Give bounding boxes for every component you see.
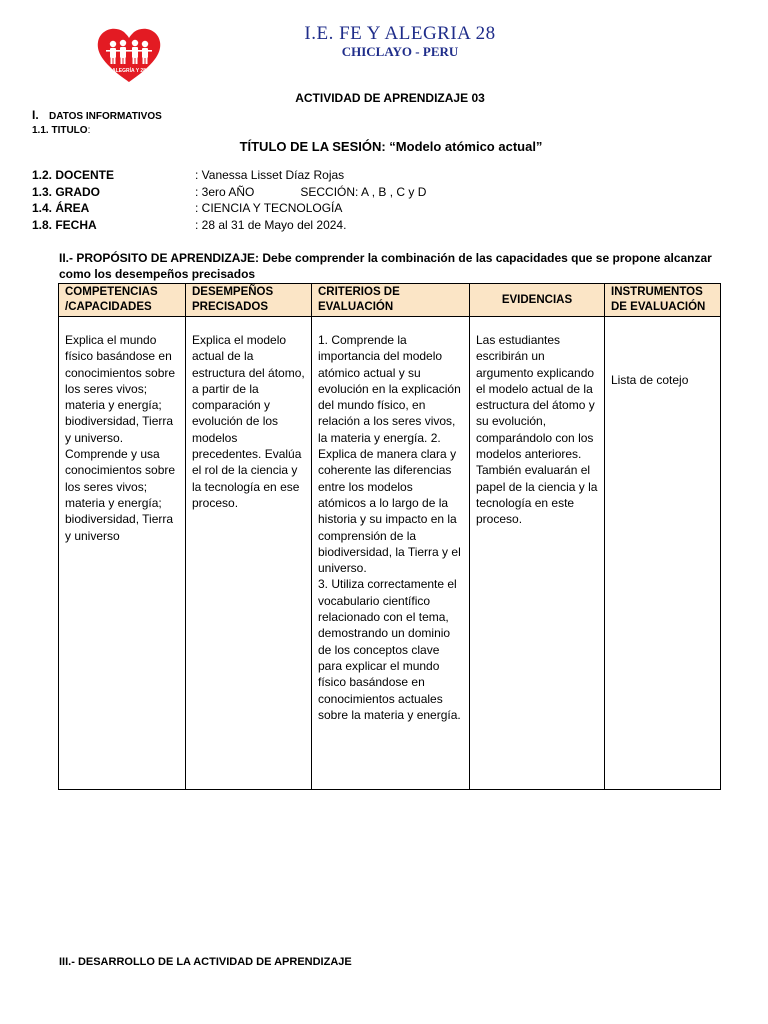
area-label: 1.4. ÁREA xyxy=(32,201,90,215)
table-row xyxy=(59,317,721,790)
fecha-value: : 28 al 31 de Mayo del 2024. xyxy=(195,217,347,232)
section-1-roman: I. xyxy=(32,108,39,122)
school-header xyxy=(250,22,550,59)
grado-value: : 3ero AÑO xyxy=(195,184,255,199)
docente-value: : Vanessa Lisset Díaz Rojas xyxy=(195,168,345,182)
section-3-heading: III.- DESARROLLO DE LA ACTIVIDAD DE APRENDIZAJE xyxy=(59,956,352,968)
cell-criterios xyxy=(312,317,470,790)
seccion-value: SECCIÓN: A , B , C y D xyxy=(300,184,427,199)
header-instrumentos: INSTRUMENTOS DE EVALUACIÓN xyxy=(605,284,721,317)
cell-evidencias: Las estudiantes escribirán un argumento explicando el modelo actual de la estructura del átomo y su evolución, comparándolo con los modelos anteriores. También evaluarán el papel de la ciencia y la tecnología en este proceso. xyxy=(470,317,605,790)
learning-purpose-table xyxy=(58,283,721,790)
header-criterios: CRITERIOS DE EVALUACIÓN xyxy=(312,284,470,317)
header-competencias: COMPETENCIAS /CAPACIDADES xyxy=(59,284,186,317)
cell-instrumentos: Lista de cotejo xyxy=(605,317,721,790)
titulo-label: 1.1. TITULO xyxy=(32,125,88,136)
titulo-row xyxy=(32,125,90,136)
docente-label: 1.2. DOCENTE xyxy=(32,168,115,182)
grado-row xyxy=(32,184,426,201)
cell-desempenos: Explica el modelo actual de la estructura del átomo, a partir de la comparación y evolución de los modelos precedentes. Evalúa el rol de la ciencia y la tecnología en ese proceso. xyxy=(186,317,312,790)
fecha-label: 1.8. FECHA xyxy=(32,217,97,232)
purpose-heading: II.- PROPÓSITO DE APRENDIZAJE: Debe comprender la combinación de las capacidades que se propone alcanzar como los desempeños precisados xyxy=(59,251,712,281)
school-name: I.E. FE Y ALEGRIA 28 xyxy=(304,23,496,44)
info-block xyxy=(32,167,426,233)
section-1-heading xyxy=(32,108,162,122)
area-value: : CIENCIA Y TECNOLOGÍA xyxy=(195,201,343,215)
area-row xyxy=(32,200,426,217)
heart-shape xyxy=(98,29,160,82)
titulo-colon: : xyxy=(87,125,91,136)
school-city: CHICLAYO - PERU xyxy=(341,44,459,59)
session-title: TÍTULO DE LA SESIÓN: “Modelo atómico actual” xyxy=(239,139,543,154)
fecha-row xyxy=(32,217,426,234)
section-1-label: DATOS INFORMATIVOS xyxy=(49,111,162,122)
logo-caption: ALEGRÍA Y 28 xyxy=(112,68,146,74)
header-desempenos: DESEMPEÑOS PRECISADOS xyxy=(186,284,312,317)
docente-row xyxy=(32,167,426,184)
school-logo xyxy=(96,26,162,84)
cell-competencias: Explica el mundo físico basándose en conocimientos sobre los seres vivos; materia y energía; biodiversidad, Tierra y universo. Comprende y usa conocimientos sobre los seres vivos; materia y energía; biodiversidad, Tierra y universo xyxy=(59,317,186,790)
header-evidencias: EVIDENCIAS xyxy=(470,284,605,317)
activity-title: ACTIVIDAD DE APRENDIZAJE 03 xyxy=(295,91,485,105)
criterios-part-2: 3. Utiliza correctamente el vocabulario científico relacionado con el tema, demostrando un dominio de los conceptos clave para explicar el mundo físico basándose en conocimientos actuales sobre la materia y energía. xyxy=(318,577,461,722)
table-header-row xyxy=(59,284,721,317)
criterios-part-1: 1. Comprende la importancia del modelo atómico actual y su evolución en la explicación del mundo físico, en relación a los seres vivos, la materia y energía. 2. Explica de manera clara y coherente las diferencias entre los modelos atómicos a lo largo de la historia y su impacto en la comprensión de la biodiversidad, la Tierra y el universo. xyxy=(318,333,461,576)
grado-label: 1.3. GRADO xyxy=(32,184,101,199)
